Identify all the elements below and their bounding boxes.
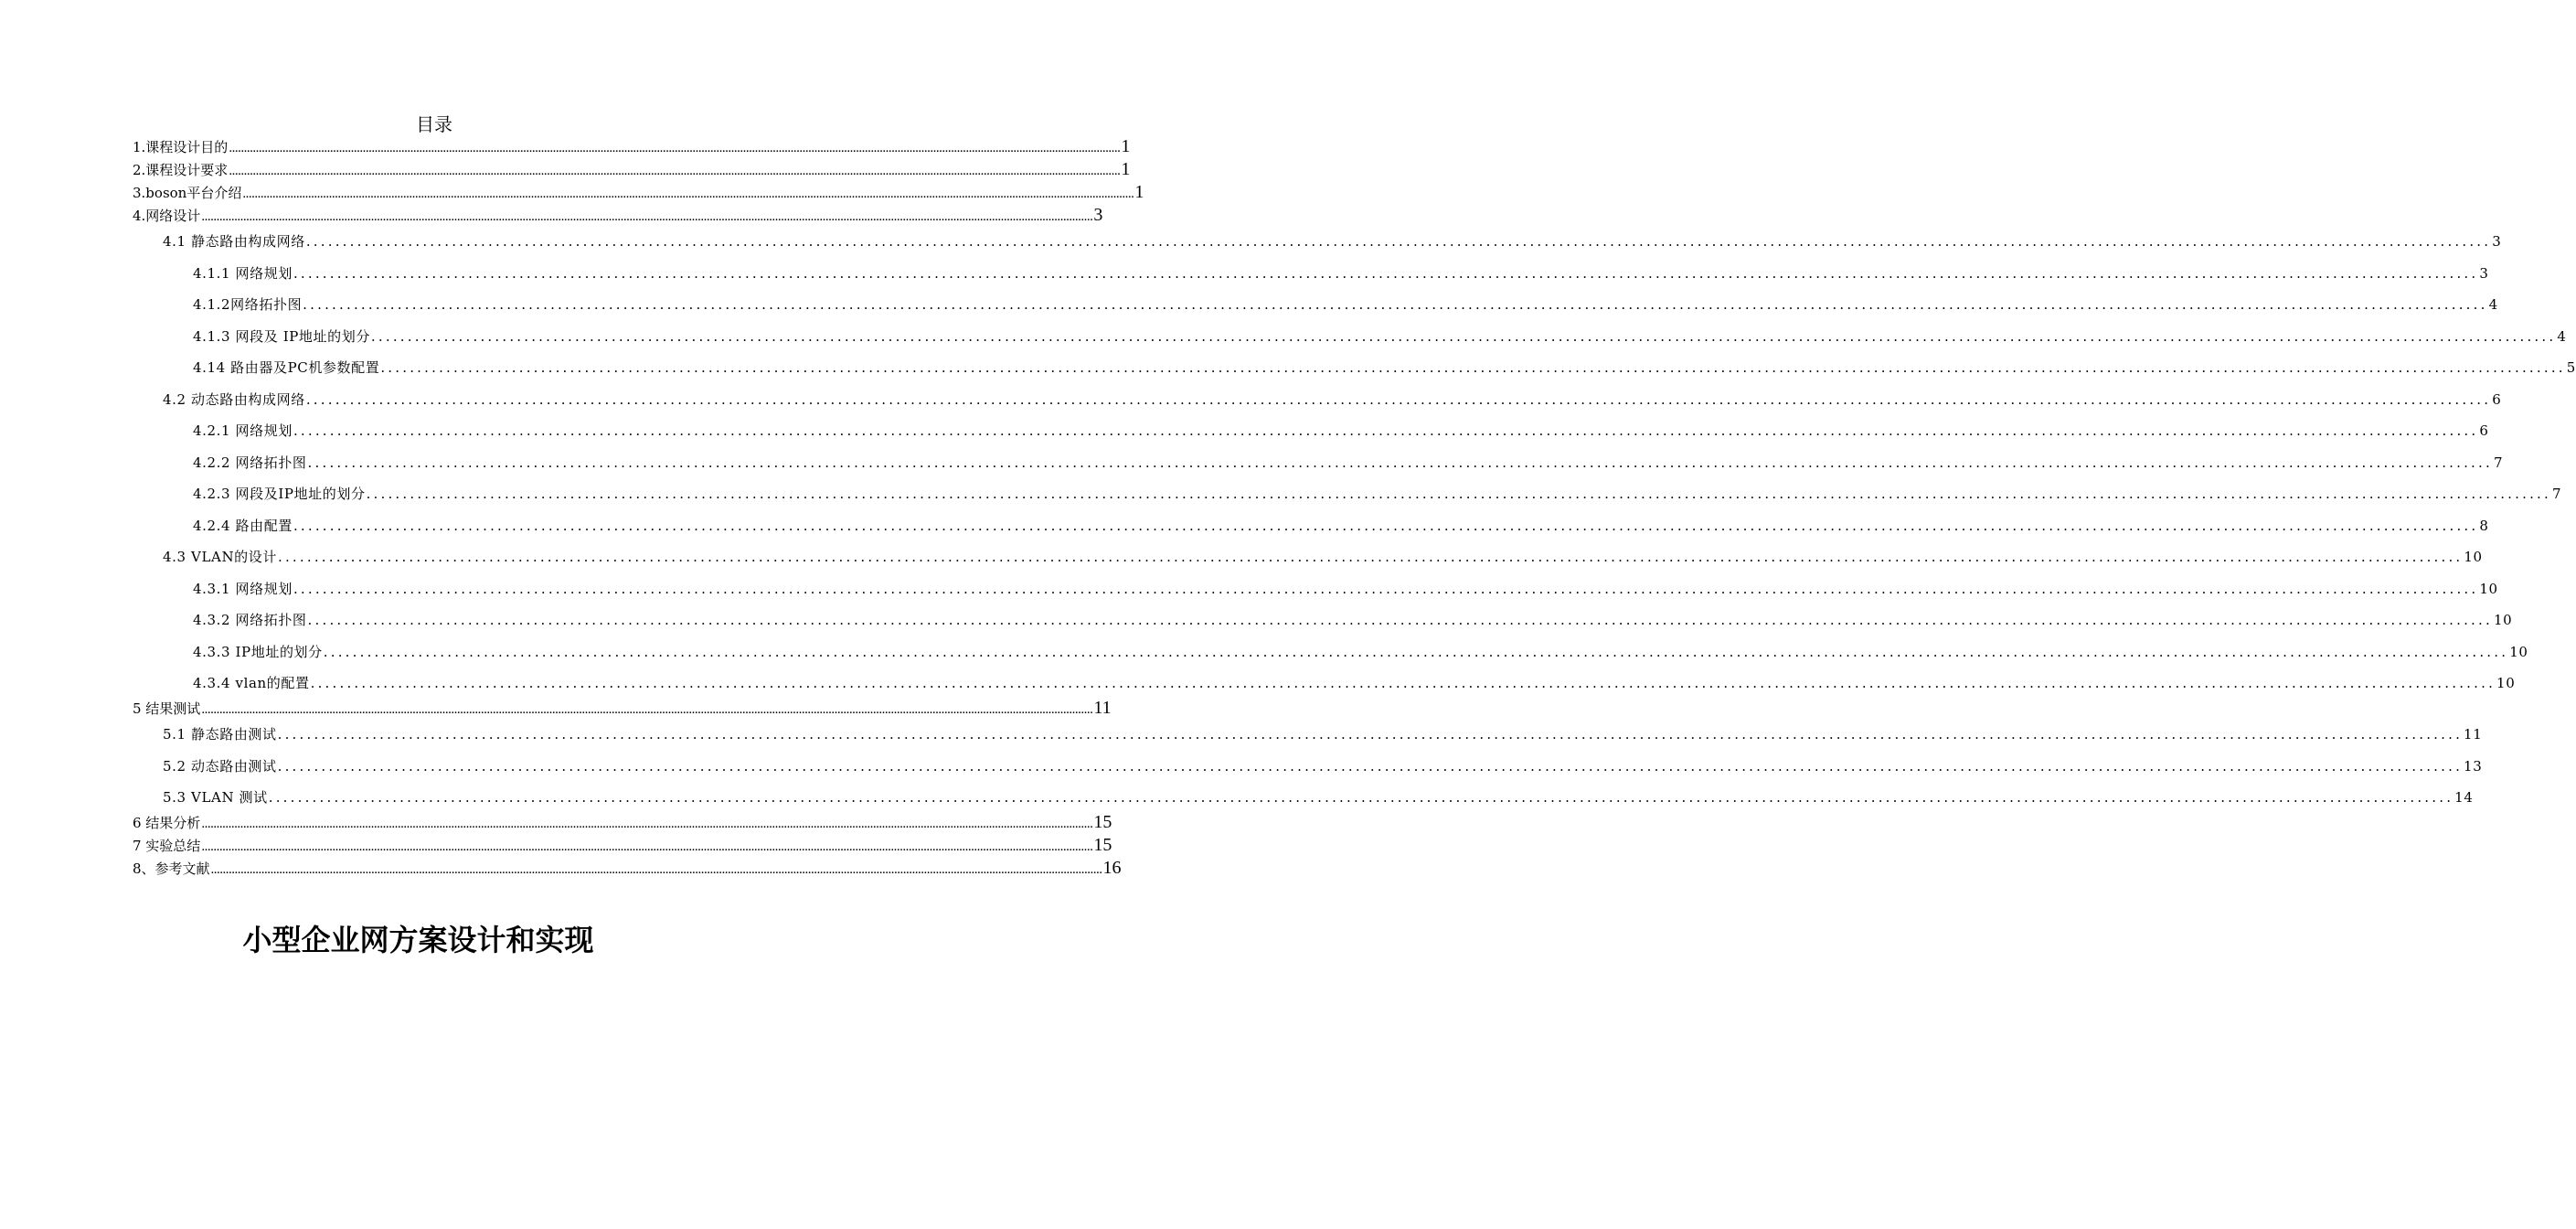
toc-page-number: 3 xyxy=(1093,205,1103,225)
toc-dot-leader: ............................................................................................................................................................................................................................................................................................................ xyxy=(229,164,1121,178)
toc-heading: 目录 xyxy=(416,113,452,135)
toc-page-number: 11 xyxy=(2464,726,2483,743)
toc-dot-leader: ............................................................................................................................................................................................................................................................................................................ xyxy=(310,675,2496,691)
toc-page-number: 10 xyxy=(2496,675,2516,691)
toc-entry[interactable] xyxy=(193,573,2498,604)
toc-entry-label: 4.1.1 网络规划 xyxy=(193,264,293,282)
toc-dot-leader: ............................................................................................................................................................................................................................................................................................................ xyxy=(201,702,1093,717)
toc-dot-leader: ............................................................................................................................................................................................................................................................................................................ xyxy=(366,486,2551,502)
toc-entry[interactable] xyxy=(163,226,2502,257)
toc-dot-leader: ............................................................................................................................................................................................................................................................................................................ xyxy=(268,789,2454,806)
toc-entry[interactable] xyxy=(133,158,1131,181)
toc-entry[interactable] xyxy=(133,135,1131,158)
toc-page-number: 6 xyxy=(2492,390,2502,408)
toc-entry-label: 7 实验总结 xyxy=(133,838,201,854)
toc-page-number: 7 xyxy=(2493,454,2504,471)
toc-entry[interactable] xyxy=(193,636,2528,668)
toc-entry-label: 5.2 动态路由测试 xyxy=(163,757,277,775)
toc-entry[interactable] xyxy=(193,289,2498,320)
toc-entry-label: 4.2.1 网络规划 xyxy=(193,422,293,439)
toc-entry-label: 4.1.3 网段及 IP地址的划分 xyxy=(193,327,370,345)
toc-entry-label: 4.网络设计 xyxy=(133,208,201,224)
toc-dot-leader: ............................................................................................................................................................................................................................................................................................................ xyxy=(210,862,1102,877)
toc-entry[interactable] xyxy=(193,415,2489,446)
toc-dot-leader: ............................................................................................................................................................................................................................................................................................................ xyxy=(305,233,2492,250)
toc-entry-label: 4.14 路由器及PC机参数配置 xyxy=(193,359,380,376)
toc-entry-label: 8、参考文献 xyxy=(133,860,210,877)
document-title: 小型企业网方案设计和实现 xyxy=(242,923,594,957)
toc-entry[interactable] xyxy=(193,668,2516,699)
toc-dot-leader: ............................................................................................................................................................................................................................................................................................................ xyxy=(229,141,1121,155)
toc-page-number: 13 xyxy=(2464,757,2483,775)
toc-entry[interactable] xyxy=(163,541,2483,572)
toc-entry-label: 2.课程设计要求 xyxy=(133,162,229,178)
toc-entry[interactable] xyxy=(193,478,2562,509)
toc-dot-leader: ............................................................................................................................................................................................................................................................................................................ xyxy=(370,327,2557,345)
toc-dot-leader: ............................................................................................................................................................................................................................................................................................................ xyxy=(277,549,2464,565)
toc-page-number: 1 xyxy=(1134,182,1144,202)
toc-dot-leader: ............................................................................................................................................................................................................................................................................................................ xyxy=(242,187,1134,201)
toc-entry[interactable] xyxy=(163,782,2474,813)
toc-entry[interactable] xyxy=(193,510,2489,541)
toc-dot-leader: ............................................................................................................................................................................................................................................................................................................ xyxy=(293,264,2479,282)
toc-page-number: 3 xyxy=(2479,264,2489,282)
toc-entry-label: 4.2.4 路由配置 xyxy=(193,517,293,534)
toc-page-number: 15 xyxy=(1093,835,1112,855)
toc-entry-label: 5 结果测试 xyxy=(133,700,201,717)
toc-entry-label: 4.2 动态路由构成网络 xyxy=(163,390,305,408)
toc-entry[interactable] xyxy=(133,181,1144,204)
toc-entry-label: 4.3 VLAN的设计 xyxy=(163,549,277,565)
toc-dot-leader: ............................................................................................................................................................................................................................................................................................................ xyxy=(293,517,2479,534)
toc-entry-label: 4.3.1 网络规划 xyxy=(193,580,293,597)
toc-page-number: 11 xyxy=(1093,698,1112,718)
toc-page-number: 4 xyxy=(2557,327,2567,345)
toc-page-number: 10 xyxy=(2479,580,2498,597)
toc-page-number: 5 xyxy=(2566,359,2576,376)
toc-entry-label: 4.3.4 vlan的配置 xyxy=(193,675,310,691)
toc-dot-leader: ............................................................................................................................................................................................................................................................................................................ xyxy=(201,209,1093,224)
toc-page-number: 6 xyxy=(2479,422,2489,439)
toc-dot-leader: ............................................................................................................................................................................................................................................................................................................ xyxy=(305,390,2492,408)
toc-page-number: 1 xyxy=(1121,136,1131,156)
toc-entry[interactable] xyxy=(193,352,2576,383)
toc-dot-leader: ............................................................................................................................................................................................................................................................................................................ xyxy=(307,454,2493,471)
toc-entry[interactable] xyxy=(193,258,2489,289)
toc-entry-label: 1.课程设计目的 xyxy=(133,139,229,155)
toc-dot-leader: ............................................................................................................................................................................................................................................................................................................ xyxy=(323,643,2509,660)
toc-entry-label: 4.3.2 网络拓扑图 xyxy=(193,612,307,628)
toc-entry-label: 4.2.2 网络拓扑图 xyxy=(193,454,307,471)
toc-entry[interactable] xyxy=(193,604,2513,636)
toc-dot-leader: ............................................................................................................................................................................................................................................................................................................ xyxy=(201,817,1093,831)
toc-entry-label: 4.1 静态路由构成网络 xyxy=(163,233,305,250)
toc-page-number: 10 xyxy=(2464,549,2483,565)
toc-page-number: 3 xyxy=(2492,233,2502,250)
toc-page-number: 7 xyxy=(2551,486,2562,502)
toc-dot-leader: ............................................................................................................................................................................................................................................................................................................ xyxy=(293,422,2479,439)
toc-entry-label: 4.1.2网络拓扑图 xyxy=(193,296,303,313)
toc-page-number: 10 xyxy=(2493,612,2513,628)
toc-page-number: 1 xyxy=(1121,159,1131,179)
toc-entry[interactable] xyxy=(193,447,2504,478)
toc-entry-label: 6 结果分析 xyxy=(133,815,201,831)
toc-entry[interactable] xyxy=(133,811,1112,834)
toc-page-number: 15 xyxy=(1093,812,1112,832)
toc-entry-label: 4.3.3 IP地址的划分 xyxy=(193,643,323,660)
toc-entry[interactable] xyxy=(193,321,2567,352)
toc-dot-leader: ............................................................................................................................................................................................................................................................................................................ xyxy=(277,757,2464,775)
toc-entry-label: 5.1 静态路由测试 xyxy=(163,726,277,743)
toc-entry-label: 5.3 VLAN 测试 xyxy=(163,789,268,806)
toc-page-number: 14 xyxy=(2454,789,2474,806)
toc-dot-leader: ............................................................................................................................................................................................................................................................................................................ xyxy=(201,839,1093,854)
toc-entry[interactable] xyxy=(133,697,1112,720)
toc-entry[interactable] xyxy=(133,857,1122,880)
toc-entry-label: 3.boson平台介绍 xyxy=(133,185,242,201)
toc-dot-leader: ............................................................................................................................................................................................................................................................................................................ xyxy=(277,726,2464,743)
toc-entry[interactable] xyxy=(133,204,1103,227)
toc-dot-leader: ............................................................................................................................................................................................................................................................................................................ xyxy=(293,580,2479,597)
toc-entry[interactable] xyxy=(133,834,1112,857)
toc-entry-label: 4.2.3 网段及IP地址的划分 xyxy=(193,486,366,502)
toc-page-number: 4 xyxy=(2488,296,2498,313)
toc-entry[interactable] xyxy=(163,719,2483,750)
toc-page-number: 10 xyxy=(2509,643,2528,660)
toc-page-number: 8 xyxy=(2479,517,2489,534)
toc-entry[interactable] xyxy=(163,751,2483,782)
toc-entry[interactable] xyxy=(163,384,2502,415)
toc-dot-leader: ............................................................................................................................................................................................................................................................................................................ xyxy=(307,612,2493,628)
toc-page-number: 16 xyxy=(1102,858,1122,878)
toc-dot-leader: ............................................................................................................................................................................................................................................................................................................ xyxy=(380,359,2566,376)
toc-dot-leader: ............................................................................................................................................................................................................................................................................................................ xyxy=(303,296,2488,313)
